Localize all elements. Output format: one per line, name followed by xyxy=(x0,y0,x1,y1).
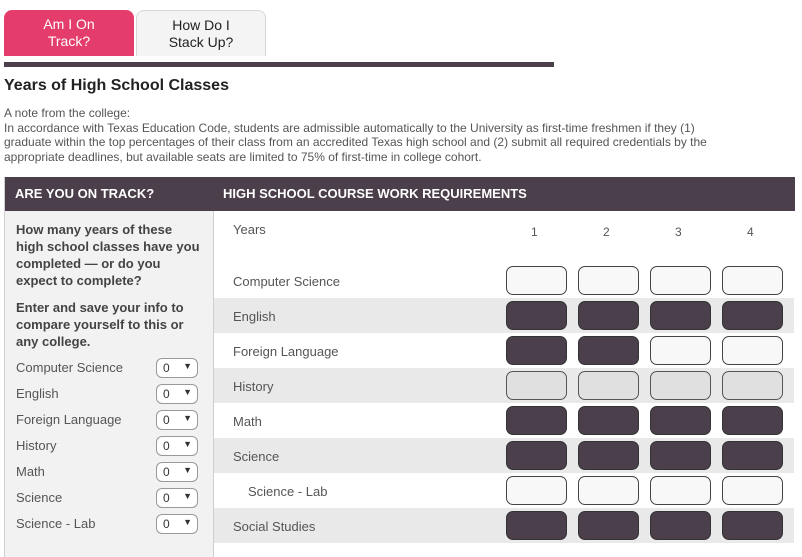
years-label: Years xyxy=(233,222,266,237)
year-box xyxy=(506,511,567,540)
requirement-label: Foreign Language xyxy=(233,344,339,359)
years-select[interactable] xyxy=(156,436,198,456)
note-heading: A note from the college: xyxy=(4,106,131,120)
year-box xyxy=(722,476,783,505)
caret-down-icon: ▼ xyxy=(183,361,192,371)
select-value: 0 xyxy=(163,413,170,427)
year-box xyxy=(722,511,783,540)
subject-label: Foreign Language xyxy=(16,412,122,427)
year-heading: 4 xyxy=(747,225,754,239)
select-value: 0 xyxy=(163,517,170,531)
note-text: graduate within the top percentages of their class from an accredited Texas high school and (2) submit all required credentials by the xyxy=(4,135,707,149)
year-box xyxy=(722,266,783,295)
year-box xyxy=(578,476,639,505)
requirements-grid xyxy=(214,211,794,557)
year-heading: 1 xyxy=(531,225,538,239)
year-box xyxy=(650,371,711,400)
subject-row xyxy=(16,358,206,380)
tab-label-line: Stack Up? xyxy=(168,34,234,50)
subject-row xyxy=(16,436,206,458)
question-text: How many years of these high school classes have you completed — or do you expect to complete? xyxy=(16,222,200,288)
year-box xyxy=(506,336,567,365)
years-select[interactable] xyxy=(156,488,198,508)
select-value: 0 xyxy=(163,491,170,505)
years-header-row xyxy=(214,211,794,246)
year-box xyxy=(578,371,639,400)
year-box xyxy=(650,266,711,295)
year-box xyxy=(650,476,711,505)
requirement-label: English xyxy=(233,309,276,324)
tab-bar xyxy=(4,10,554,67)
subject-row xyxy=(16,462,206,484)
requirement-label: Social Studies xyxy=(233,519,316,534)
subject-row xyxy=(16,514,206,536)
requirement-label: Science - Lab xyxy=(248,484,328,499)
subject-row xyxy=(16,384,206,406)
caret-down-icon: ▼ xyxy=(183,387,192,397)
subject-label: Science xyxy=(16,490,63,505)
year-box xyxy=(578,301,639,330)
year-box xyxy=(578,441,639,470)
caret-down-icon: ▼ xyxy=(183,465,192,475)
subject-label: History xyxy=(16,438,57,453)
requirement-row xyxy=(214,298,794,333)
year-box xyxy=(578,266,639,295)
select-value: 0 xyxy=(163,439,170,453)
requirement-row xyxy=(214,333,794,368)
tab-how-do-i-stack-up[interactable] xyxy=(136,10,266,56)
year-box xyxy=(506,301,567,330)
caret-down-icon: ▼ xyxy=(183,439,192,449)
year-box xyxy=(506,441,567,470)
requirement-row xyxy=(214,403,794,438)
year-box xyxy=(722,441,783,470)
year-box xyxy=(506,476,567,505)
tab-label-line: Track? xyxy=(47,33,91,49)
note-text: appropriate deadlines, but available seats are limited to 75% of first-time in college cohort. xyxy=(4,149,482,164)
caret-down-icon: ▼ xyxy=(183,491,192,501)
year-box xyxy=(650,301,711,330)
caret-down-icon: ▼ xyxy=(183,517,192,527)
instruction-text: Enter and save your info to compare yourself to this or any college. xyxy=(16,300,184,349)
left-column xyxy=(5,211,214,557)
tab-am-i-on-track[interactable] xyxy=(4,10,134,56)
years-select[interactable] xyxy=(156,514,198,534)
requirement-row xyxy=(214,508,794,543)
subject-label: Math xyxy=(16,464,45,479)
header-course-work-requirements: HIGH SCHOOL COURSE WORK REQUIREMENTS xyxy=(223,186,527,201)
panel-header xyxy=(5,177,795,211)
years-select[interactable] xyxy=(156,462,198,482)
requirement-row xyxy=(214,263,794,298)
year-box xyxy=(506,371,567,400)
subject-row xyxy=(16,488,206,510)
tab-label-line: How Do I xyxy=(172,17,230,33)
page-title: Years of High School Classes xyxy=(4,77,229,94)
caret-down-icon: ▼ xyxy=(183,413,192,423)
subject-label: Science - Lab xyxy=(16,516,96,531)
select-value: 0 xyxy=(163,387,170,401)
year-box xyxy=(578,406,639,435)
requirement-label: History xyxy=(233,379,274,394)
year-heading: 2 xyxy=(603,225,610,239)
header-are-you-on-track: ARE YOU ON TRACK? xyxy=(15,186,155,201)
years-select[interactable] xyxy=(156,384,198,404)
year-box xyxy=(650,336,711,365)
year-box xyxy=(650,406,711,435)
subject-label: Computer Science xyxy=(16,360,123,375)
requirement-row xyxy=(214,438,794,473)
subject-label: English xyxy=(16,386,59,401)
requirement-row xyxy=(214,368,794,403)
tab-label-line: Am I On xyxy=(43,16,95,32)
year-box xyxy=(722,336,783,365)
year-box xyxy=(650,441,711,470)
select-value: 0 xyxy=(163,465,170,479)
college-note xyxy=(4,106,794,164)
years-select[interactable] xyxy=(156,410,198,430)
year-box xyxy=(722,371,783,400)
year-box xyxy=(578,511,639,540)
year-box xyxy=(722,301,783,330)
select-value: 0 xyxy=(163,361,170,375)
year-box xyxy=(578,336,639,365)
year-heading: 3 xyxy=(675,225,682,239)
year-box xyxy=(506,266,567,295)
requirement-label: Math xyxy=(233,414,262,429)
requirements-panel xyxy=(4,177,794,557)
note-text: In accordance with Texas Education Code, students are admissible automatically to the University as first-time freshmen if they (1) xyxy=(4,120,695,135)
requirement-row xyxy=(214,473,794,508)
year-box xyxy=(722,406,783,435)
years-select[interactable] xyxy=(156,358,198,378)
requirement-label: Science xyxy=(233,449,280,464)
subject-row xyxy=(16,410,206,432)
requirement-label: Computer Science xyxy=(233,274,340,289)
year-box xyxy=(506,406,567,435)
year-box xyxy=(650,511,711,540)
